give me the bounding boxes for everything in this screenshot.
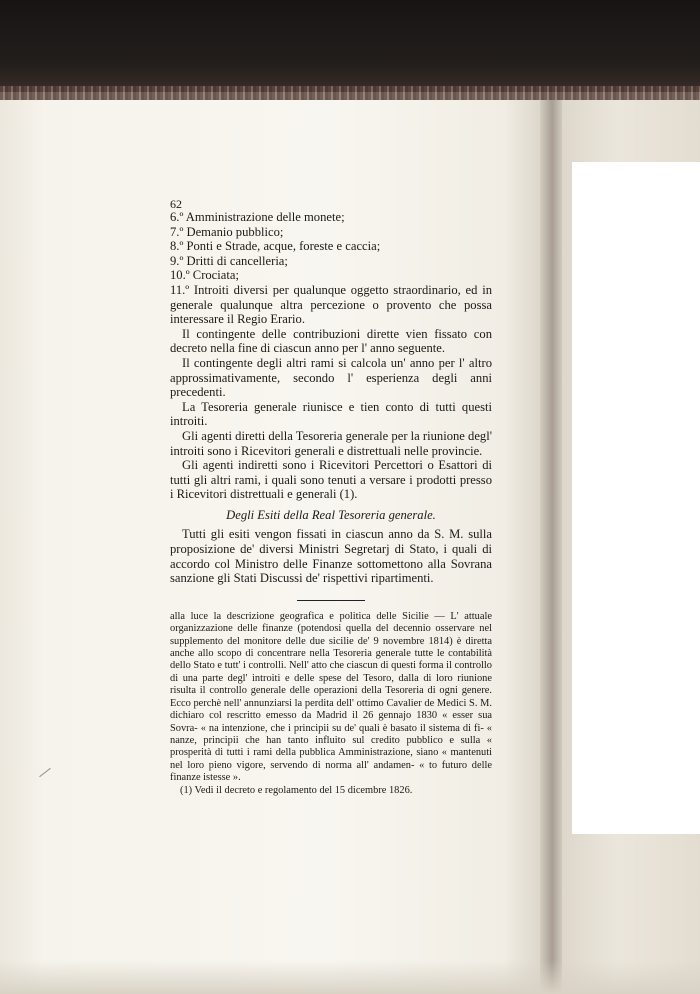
bottom-shadow [0,960,700,994]
section-heading: Degli Esiti della Real Tesoreria generale. [226,507,436,522]
list-item: 7.º Demanio pubblico; [170,224,284,239]
page-number: 62 [170,197,182,211]
enumerated-list [170,210,492,327]
section-paragraph: Tutti gli esiti vengon fissati in ciascun anno da S. M. sulla proposizione de' diversi Ministri Segretarj di Stato, i quali di accordo col Ministro delle Finanze sottomettono alla Sovrana sanzione gli Stati Discussi de' rispettivi ripartimenti. [170,527,492,586]
list-item: 8.º Ponti e Strade, acque, foreste e caccia; [170,239,381,254]
footnote-divider [297,600,365,601]
list-item: 10.º Crociata; [170,268,239,283]
body-paragraph: Il contingente degli altri rami si calcola un' anno per l' altro approssimativamente, secondo l' esperienza degli anni precedenti. [170,355,492,400]
footnote-continuation: alla luce la descrizione geografica e politica delle Sicilie — L' attuale organizzazione delle finanze (potendosi quella del decennio osservare nel supplemento del monitore delle due sicilie de' 9 novembre 1814) è diretta anche allo scopo di concentrare nella Tesoreria generale tutte le contabilità dello Stato e tutt' i controlli. Nell' atto che ciascun di questi forma il controllo di una parte degl' introiti e delle spese del Tesoro, dalla di loro riunione risulta il controllo generale delle operazioni della Tesoreria di ogni genere. Ecco perchè nell' annunziarsi la perdita dell' ottimo Cavalier de Medici S. M. dichiaro col rescritto emesso da Madrid il 26 gennajo 1830 « esser sua Sovra- « na intenzione, che i principii su de' quali è basato il sistema di fi- « nanze, principii che han tanto influito sul credito pubblico e sulla « prosperità di tutti i rami della pubblica Amministrazione, siano « mantenuti nel loro pieno vigore, servendo di norma all' andamen- « to futuro delle finanze istesse ». [170,610,492,784]
list-item: 11.º Introiti diversi per qualunque oggetto straordinario, ed in generale qualunque altra percezione o provento che possa interessare il Regio Erario. [170,282,492,327]
book-gutter [540,100,562,994]
body-paragraph: Gli agenti diretti della Tesoreria generale per la riunione degl' introiti sono i Ricevitori generali e distrettuali nelle provincie. [170,428,492,458]
blank-mask-area [572,162,700,834]
list-item: 6.º Amministrazione delle monete; [170,210,345,224]
body-paragraph: Il contingente delle contribuzioni dirette vien fissato con decreto nella fine di ciascun anno per l' anno seguente. [170,326,492,356]
footnotes [170,611,492,797]
book-cover-band [0,0,700,92]
body-paragraph: La Tesoreria generale riunisce e tien conto di tutti questi introiti. [170,399,492,429]
list-item: 9.º Dritti di cancelleria; [170,253,288,268]
body-paragraph: Gli agenti indiretti sono i Ricevitori Percettori o Esattori di tutti gli altri rami, i quali sono tenuti a versare i prodotti presso i Ricevitori distrettuali e generali (1). [170,458,492,502]
text-column [170,198,492,797]
footnote-reference: (1) Vedi il decreto e regolamento del 15 dicembre 1826. [180,784,413,796]
